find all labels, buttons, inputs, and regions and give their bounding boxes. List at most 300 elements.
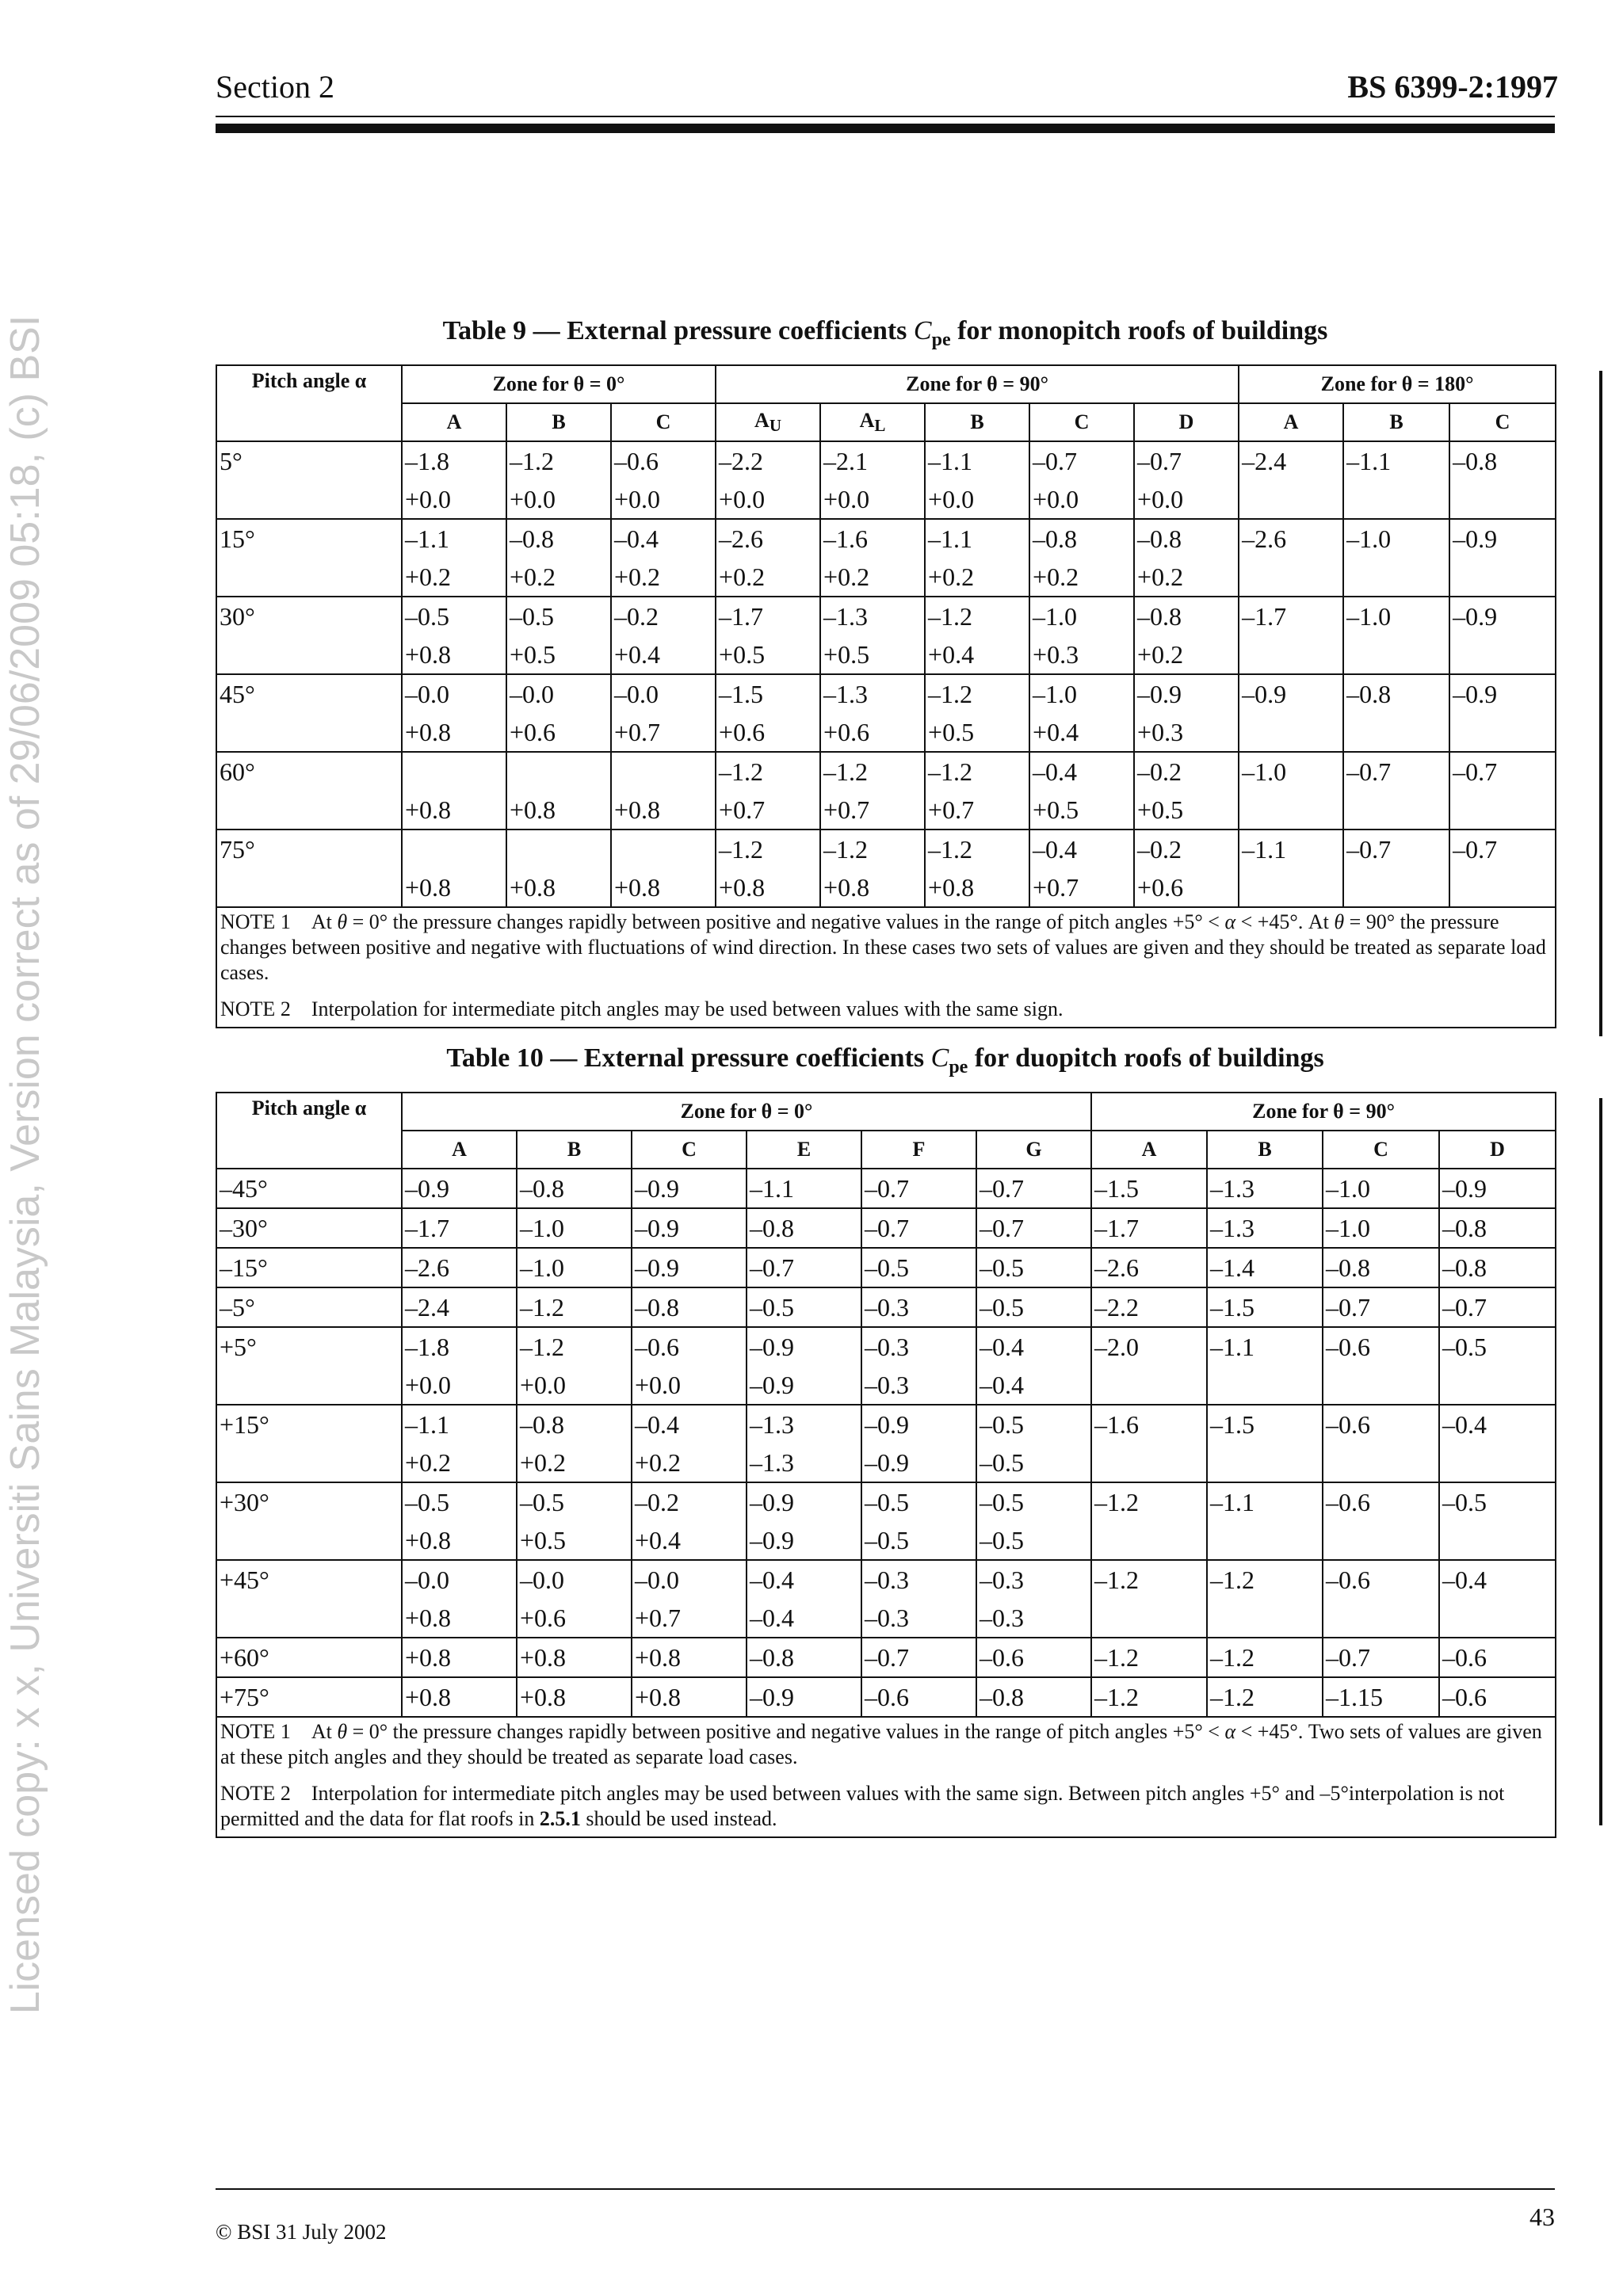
pitch-angle-cell: 45° bbox=[216, 674, 402, 752]
coefficient-cell: –0.5 bbox=[517, 1482, 632, 1521]
coefficient-cell: +0.4 bbox=[925, 635, 1029, 674]
coefficient-cell bbox=[1449, 558, 1556, 597]
pitch-angle-cell: 15° bbox=[216, 519, 402, 597]
coefficient-cell: –1.1 bbox=[1207, 1482, 1323, 1521]
coefficient-cell: +0.7 bbox=[632, 1599, 747, 1638]
coefficient-cell: –0.8 bbox=[747, 1208, 861, 1248]
coefficient-cell: –1.2 bbox=[1207, 1638, 1323, 1677]
coefficient-cell: –0.6 bbox=[1323, 1405, 1439, 1444]
coefficient-cell: –1.8 bbox=[402, 441, 506, 480]
coefficient-cell: –0.7 bbox=[1323, 1287, 1439, 1327]
coefficient-cell: –0.0 bbox=[402, 674, 506, 713]
coefficient-cell: +0.0 bbox=[632, 1366, 747, 1405]
pitch-angle-cell: –15° bbox=[216, 1248, 402, 1287]
table9-zone-header: D bbox=[1134, 403, 1239, 441]
coefficient-cell: –0.9 bbox=[1439, 1169, 1556, 1208]
table9-zone-header-al: AL bbox=[820, 403, 925, 441]
coefficient-cell: –1.3 bbox=[820, 674, 925, 713]
coefficient-cell: +0.8 bbox=[632, 1677, 747, 1717]
coefficient-cell: +0.8 bbox=[517, 1677, 632, 1717]
coefficient-cell bbox=[1323, 1521, 1439, 1560]
coefficient-cell: +0.8 bbox=[611, 868, 716, 907]
coefficient-cell: –2.6 bbox=[402, 1248, 517, 1287]
table-row-second-line bbox=[216, 868, 1556, 907]
coefficient-cell bbox=[1343, 635, 1449, 674]
coefficient-cell: –0.6 bbox=[861, 1677, 976, 1717]
coefficient-cell: –1.2 bbox=[925, 830, 1029, 868]
coefficient-cell: –1.3 bbox=[1207, 1169, 1323, 1208]
coefficient-cell: –1.0 bbox=[1029, 674, 1134, 713]
table-row bbox=[216, 1169, 1556, 1208]
coefficient-cell: +0.6 bbox=[517, 1599, 632, 1638]
coefficient-cell: +0.2 bbox=[517, 1444, 632, 1482]
coefficient-cell: –0.9 bbox=[747, 1482, 861, 1521]
coefficient-cell bbox=[1207, 1444, 1323, 1482]
coefficient-cell: –2.0 bbox=[1091, 1327, 1207, 1366]
coefficient-cell: –0.4 bbox=[632, 1405, 747, 1444]
coefficient-cell: –0.4 bbox=[1439, 1405, 1556, 1444]
coefficient-cell: –1.2 bbox=[1207, 1677, 1323, 1717]
coefficient-cell: +0.0 bbox=[925, 480, 1029, 519]
table10-zone-header: A bbox=[402, 1131, 517, 1169]
coefficient-cell: –1.1 bbox=[1207, 1327, 1323, 1366]
coefficient-cell: –0.7 bbox=[861, 1208, 976, 1248]
coefficient-cell: –1.2 bbox=[925, 597, 1029, 635]
coefficient-cell: –0.8 bbox=[1439, 1208, 1556, 1248]
coefficient-cell: –1.2 bbox=[716, 752, 820, 791]
coefficient-cell: –0.7 bbox=[747, 1248, 861, 1287]
pitch-angle-cell: –30° bbox=[216, 1208, 402, 1248]
coefficient-cell: –0.5 bbox=[402, 1482, 517, 1521]
coefficient-cell: –1.1 bbox=[1239, 830, 1343, 868]
coefficient-cell: –0.6 bbox=[1323, 1327, 1439, 1366]
coefficient-cell: –1.0 bbox=[1343, 519, 1449, 558]
table10-zone-header: D bbox=[1439, 1131, 1556, 1169]
coefficient-cell: +0.0 bbox=[517, 1366, 632, 1405]
coefficient-cell bbox=[1449, 635, 1556, 674]
table10-group-theta90: Zone for θ = 90° bbox=[1091, 1093, 1556, 1131]
table-row-second-line bbox=[216, 558, 1556, 597]
table9-caption-subscript: pe bbox=[931, 329, 951, 350]
pitch-angle-cell: –5° bbox=[216, 1287, 402, 1327]
coefficient-cell bbox=[1239, 791, 1343, 830]
coefficient-cell: –1.5 bbox=[1091, 1169, 1207, 1208]
coefficient-cell: –1.1 bbox=[747, 1169, 861, 1208]
coefficient-cell: –0.3 bbox=[861, 1287, 976, 1327]
table-row bbox=[216, 1208, 1556, 1248]
coefficient-cell: +0.6 bbox=[506, 713, 611, 752]
coefficient-cell: –0.6 bbox=[1323, 1560, 1439, 1599]
coefficient-cell: –1.7 bbox=[716, 597, 820, 635]
coefficient-cell: +0.5 bbox=[820, 635, 925, 674]
table-row bbox=[216, 1248, 1556, 1287]
coefficient-cell: –0.3 bbox=[861, 1560, 976, 1599]
coefficient-cell: –0.3 bbox=[976, 1599, 1091, 1638]
coefficient-cell: +0.2 bbox=[820, 558, 925, 597]
coefficient-cell: –0.6 bbox=[611, 441, 716, 480]
coefficient-cell: –1.0 bbox=[1323, 1208, 1439, 1248]
coefficient-cell: +0.0 bbox=[1134, 480, 1239, 519]
coefficient-cell: –1.2 bbox=[517, 1327, 632, 1366]
coefficient-cell: –0.9 bbox=[747, 1366, 861, 1405]
coefficient-cell: –1.2 bbox=[1207, 1560, 1323, 1599]
coefficient-cell: +0.8 bbox=[517, 1638, 632, 1677]
coefficient-cell: –2.6 bbox=[1239, 519, 1343, 558]
table-row bbox=[216, 597, 1556, 635]
coefficient-cell: –0.4 bbox=[747, 1560, 861, 1599]
coefficient-cell: +0.7 bbox=[716, 791, 820, 830]
table10-zone-header: A bbox=[1091, 1131, 1207, 1169]
coefficient-cell: –1.1 bbox=[402, 1405, 517, 1444]
coefficient-cell bbox=[1343, 791, 1449, 830]
coefficient-cell: –0.8 bbox=[1134, 597, 1239, 635]
coefficient-cell: –1.2 bbox=[820, 830, 925, 868]
coefficient-cell bbox=[1439, 1366, 1556, 1405]
table9-caption-pre: Table 9 — External pressure coefficients bbox=[442, 316, 914, 345]
coefficient-cell: –2.1 bbox=[820, 441, 925, 480]
table10-zone-header: B bbox=[1207, 1131, 1323, 1169]
coefficient-cell: –0.9 bbox=[747, 1521, 861, 1560]
table10-zone-header: G bbox=[976, 1131, 1091, 1169]
coefficient-cell bbox=[611, 830, 716, 868]
coefficient-cell: –0.2 bbox=[1134, 830, 1239, 868]
table-row bbox=[216, 752, 1556, 791]
table-row-second-line bbox=[216, 1521, 1556, 1560]
coefficient-cell bbox=[1343, 868, 1449, 907]
coefficient-cell: –1.0 bbox=[1029, 597, 1134, 635]
coefficient-cell: –1.1 bbox=[925, 519, 1029, 558]
coefficient-cell: +0.2 bbox=[402, 1444, 517, 1482]
coefficient-cell: –1.7 bbox=[1239, 597, 1343, 635]
watermark-strip bbox=[0, 238, 51, 2092]
coefficient-cell bbox=[1449, 713, 1556, 752]
coefficient-cell bbox=[1091, 1599, 1207, 1638]
coefficient-cell: +0.6 bbox=[820, 713, 925, 752]
table9-zone-header: B bbox=[506, 403, 611, 441]
table10-group-theta0: Zone for θ = 0° bbox=[402, 1093, 1091, 1131]
coefficient-cell: –0.4 bbox=[611, 519, 716, 558]
coefficient-cell: –1.1 bbox=[925, 441, 1029, 480]
coefficient-cell: +0.0 bbox=[402, 1366, 517, 1405]
table9-zone-header: A bbox=[1239, 403, 1343, 441]
coefficient-cell: +0.4 bbox=[1029, 713, 1134, 752]
coefficient-cell: +0.8 bbox=[402, 713, 506, 752]
coefficient-cell: +0.8 bbox=[402, 791, 506, 830]
table9-group-theta180: Zone for θ = 180° bbox=[1239, 365, 1556, 403]
coefficient-cell: –0.4 bbox=[1029, 830, 1134, 868]
coefficient-cell bbox=[1207, 1599, 1323, 1638]
coefficient-cell: –1.2 bbox=[506, 441, 611, 480]
coefficient-cell: –0.8 bbox=[1323, 1248, 1439, 1287]
table9-zone-header: B bbox=[925, 403, 1029, 441]
footer-copyright: © BSI 31 July 2002 bbox=[216, 2220, 387, 2244]
table-row bbox=[216, 1327, 1556, 1366]
coefficient-cell: –0.5 bbox=[747, 1287, 861, 1327]
coefficient-cell: –0.5 bbox=[976, 1248, 1091, 1287]
table9-caption-symbol: C bbox=[913, 316, 932, 345]
change-bar-table10 bbox=[1599, 1098, 1602, 1825]
coefficient-cell bbox=[1323, 1444, 1439, 1482]
coefficient-cell: –0.3 bbox=[861, 1327, 976, 1366]
coefficient-cell: +0.5 bbox=[1029, 791, 1134, 830]
coefficient-cell: –0.3 bbox=[861, 1599, 976, 1638]
table9-note1: NOTE 1 At θ = 0° the pressure changes rapidly between positive and negative values in the range of pitch angles +5° < α < +45°. At θ = 90° the pressure changes between positive and negative with fluctuations of wind direction. In these cases two sets of values are given and they should be treated as separate load cases. bbox=[220, 910, 1546, 984]
coefficient-cell bbox=[1091, 1521, 1207, 1560]
table9-zone-header: C bbox=[611, 403, 716, 441]
coefficient-cell: –0.9 bbox=[861, 1405, 976, 1444]
table-row bbox=[216, 1560, 1556, 1599]
coefficient-cell: –0.6 bbox=[1323, 1482, 1439, 1521]
table9-zone-header: C bbox=[1449, 403, 1556, 441]
pitch-angle-cell: +75° bbox=[216, 1677, 402, 1717]
pitch-angle-cell: +60° bbox=[216, 1638, 402, 1677]
coefficient-cell: +0.2 bbox=[1029, 558, 1134, 597]
coefficient-cell: –1.5 bbox=[1207, 1287, 1323, 1327]
coefficient-cell: –0.2 bbox=[611, 597, 716, 635]
coefficient-cell: –0.5 bbox=[976, 1482, 1091, 1521]
coefficient-cell: –0.7 bbox=[1029, 441, 1134, 480]
coefficient-cell: –1.2 bbox=[1091, 1560, 1207, 1599]
coefficient-cell: +0.8 bbox=[402, 1638, 517, 1677]
coefficient-cell: –0.7 bbox=[1449, 752, 1556, 791]
coefficient-cell: –0.5 bbox=[1439, 1327, 1556, 1366]
table9-caption bbox=[216, 314, 1555, 357]
table-row bbox=[216, 519, 1556, 558]
coefficient-cell: –2.2 bbox=[1091, 1287, 1207, 1327]
table-row-second-line bbox=[216, 1599, 1556, 1638]
coefficient-cell: –1.2 bbox=[517, 1287, 632, 1327]
coefficient-cell bbox=[1239, 558, 1343, 597]
coefficient-cell: –0.4 bbox=[976, 1327, 1091, 1366]
coefficient-cell: +0.4 bbox=[632, 1521, 747, 1560]
table10-duopitch bbox=[216, 1092, 1556, 1838]
pitch-angle-cell: 75° bbox=[216, 830, 402, 907]
coefficient-cell: +0.0 bbox=[1029, 480, 1134, 519]
coefficient-cell: +0.2 bbox=[925, 558, 1029, 597]
table9-caption-post: for monopitch roofs of buildings bbox=[950, 316, 1328, 345]
coefficient-cell: +0.7 bbox=[611, 713, 716, 752]
table10-caption bbox=[216, 1041, 1555, 1085]
coefficient-cell: +0.5 bbox=[925, 713, 1029, 752]
coefficient-cell: –1.3 bbox=[1207, 1208, 1323, 1248]
coefficient-cell: –0.7 bbox=[861, 1169, 976, 1208]
table9-zone-header: B bbox=[1343, 403, 1449, 441]
coefficient-cell bbox=[1439, 1521, 1556, 1560]
coefficient-cell bbox=[1439, 1599, 1556, 1638]
coefficient-cell: +0.5 bbox=[716, 635, 820, 674]
coefficient-cell: –0.4 bbox=[747, 1599, 861, 1638]
coefficient-cell: –1.2 bbox=[820, 752, 925, 791]
coefficient-cell: +0.6 bbox=[1134, 868, 1239, 907]
coefficient-cell bbox=[611, 752, 716, 791]
coefficient-cell: –0.9 bbox=[1239, 674, 1343, 713]
coefficient-cell: –0.5 bbox=[976, 1287, 1091, 1327]
table10-note2: NOTE 2 Interpolation for intermediate pitch angles may be used between values with the same sign. Between pitch angles +5° and –5°interpolation is not permitted and the data for flat roofs in 2.5.1 should be used instead. bbox=[220, 1782, 1505, 1830]
page-number: 43 bbox=[1529, 2203, 1555, 2231]
table-row-second-line bbox=[216, 1444, 1556, 1482]
coefficient-cell bbox=[1449, 868, 1556, 907]
coefficient-cell: +0.5 bbox=[517, 1521, 632, 1560]
coefficient-cell: –0.5 bbox=[861, 1521, 976, 1560]
coefficient-cell: +0.2 bbox=[632, 1444, 747, 1482]
table9-group-theta0: Zone for θ = 0° bbox=[402, 365, 716, 403]
coefficient-cell: –1.6 bbox=[820, 519, 925, 558]
coefficient-cell: –0.0 bbox=[402, 1560, 517, 1599]
coefficient-cell: –1.2 bbox=[1091, 1638, 1207, 1677]
coefficient-cell: –0.7 bbox=[1439, 1287, 1556, 1327]
coefficient-cell bbox=[1449, 791, 1556, 830]
coefficient-cell: –0.5 bbox=[976, 1405, 1091, 1444]
coefficient-cell: –1.8 bbox=[402, 1327, 517, 1366]
coefficient-cell: –1.7 bbox=[1091, 1208, 1207, 1248]
coefficient-cell: +0.0 bbox=[402, 480, 506, 519]
coefficient-cell: +0.7 bbox=[820, 791, 925, 830]
coefficient-cell: +0.6 bbox=[716, 713, 820, 752]
coefficient-cell: –1.1 bbox=[402, 519, 506, 558]
table10-zone-header: F bbox=[861, 1131, 976, 1169]
coefficient-cell: –0.5 bbox=[861, 1482, 976, 1521]
coefficient-cell: –0.9 bbox=[1449, 674, 1556, 713]
coefficient-cell: +0.8 bbox=[402, 868, 506, 907]
coefficient-cell: +0.8 bbox=[402, 1521, 517, 1560]
coefficient-cell: +0.7 bbox=[925, 791, 1029, 830]
table10-caption-pre: Table 10 — External pressure coefficients bbox=[446, 1043, 931, 1073]
coefficient-cell: –0.7 bbox=[1134, 441, 1239, 480]
coefficient-cell: –0.4 bbox=[1029, 752, 1134, 791]
coefficient-cell: –2.4 bbox=[1239, 441, 1343, 480]
table-row bbox=[216, 1287, 1556, 1327]
table10-notes bbox=[216, 1717, 1556, 1837]
coefficient-cell: –0.5 bbox=[506, 597, 611, 635]
coefficient-cell: –2.4 bbox=[402, 1287, 517, 1327]
coefficient-cell: –0.7 bbox=[1343, 752, 1449, 791]
table10-pitch-header: Pitch angle α bbox=[216, 1093, 402, 1169]
coefficient-cell: –0.9 bbox=[747, 1327, 861, 1366]
pitch-angle-cell: 30° bbox=[216, 597, 402, 674]
pitch-angle-cell: +30° bbox=[216, 1482, 402, 1560]
coefficient-cell: –0.8 bbox=[747, 1638, 861, 1677]
coefficient-cell: –0.5 bbox=[976, 1444, 1091, 1482]
table9-zone-header: C bbox=[1029, 403, 1134, 441]
coefficient-cell: –1.2 bbox=[925, 752, 1029, 791]
coefficient-cell: –1.3 bbox=[747, 1405, 861, 1444]
coefficient-cell: –0.7 bbox=[976, 1208, 1091, 1248]
coefficient-cell: –0.2 bbox=[632, 1482, 747, 1521]
coefficient-cell: +0.2 bbox=[1134, 558, 1239, 597]
coefficient-cell: –0.2 bbox=[1134, 752, 1239, 791]
coefficient-cell: +0.3 bbox=[1134, 713, 1239, 752]
coefficient-cell: +0.7 bbox=[1029, 868, 1134, 907]
table10-zone-header: C bbox=[632, 1131, 747, 1169]
running-header-standard: BS 6399-2:1997 bbox=[1347, 69, 1558, 105]
coefficient-cell: –0.5 bbox=[976, 1521, 1091, 1560]
table9-monopitch bbox=[216, 364, 1556, 1028]
coefficient-cell: –0.9 bbox=[1449, 597, 1556, 635]
pitch-angle-cell: +5° bbox=[216, 1327, 402, 1405]
table-row bbox=[216, 1677, 1556, 1717]
table-row-second-line bbox=[216, 713, 1556, 752]
coefficient-cell: +0.2 bbox=[611, 558, 716, 597]
coefficient-cell: –0.7 bbox=[1323, 1638, 1439, 1677]
coefficient-cell: –0.8 bbox=[517, 1169, 632, 1208]
coefficient-cell: –0.8 bbox=[506, 519, 611, 558]
coefficient-cell bbox=[1343, 480, 1449, 519]
coefficient-cell bbox=[1343, 558, 1449, 597]
table10-note1: NOTE 1 At θ = 0° the pressure changes rapidly between positive and negative values in the range of pitch angles +5° < α < +45°. Two sets of values are given at these pitch angles and they should be treated as separate load cases. bbox=[220, 1720, 1542, 1768]
coefficient-cell: –2.6 bbox=[1091, 1248, 1207, 1287]
coefficient-cell: +0.0 bbox=[611, 480, 716, 519]
table-row bbox=[216, 830, 1556, 868]
coefficient-cell: +0.8 bbox=[402, 1677, 517, 1717]
coefficient-cell: +0.8 bbox=[402, 635, 506, 674]
coefficient-cell bbox=[1239, 480, 1343, 519]
coefficient-cell: –1.1 bbox=[1343, 441, 1449, 480]
table10-zone-header: E bbox=[747, 1131, 861, 1169]
header-thin-rule bbox=[216, 116, 1555, 117]
coefficient-cell: +0.8 bbox=[820, 868, 925, 907]
coefficient-cell: –0.5 bbox=[861, 1248, 976, 1287]
coefficient-cell: –0.9 bbox=[861, 1444, 976, 1482]
coefficient-cell: –1.2 bbox=[716, 830, 820, 868]
coefficient-cell: –1.15 bbox=[1323, 1677, 1439, 1717]
coefficient-cell: –1.0 bbox=[1323, 1169, 1439, 1208]
coefficient-cell: –0.8 bbox=[1439, 1248, 1556, 1287]
pitch-angle-cell: 60° bbox=[216, 752, 402, 830]
coefficient-cell: –1.0 bbox=[1343, 597, 1449, 635]
coefficient-cell: +0.0 bbox=[506, 480, 611, 519]
table10-zone-header: B bbox=[517, 1131, 632, 1169]
table9-notes bbox=[216, 907, 1556, 1028]
coefficient-cell: –1.3 bbox=[820, 597, 925, 635]
coefficient-cell bbox=[1207, 1366, 1323, 1405]
coefficient-cell: –1.0 bbox=[517, 1208, 632, 1248]
coefficient-cell: –0.4 bbox=[976, 1366, 1091, 1405]
table-row-second-line bbox=[216, 791, 1556, 830]
coefficient-cell bbox=[1239, 713, 1343, 752]
pitch-angle-cell: +45° bbox=[216, 1560, 402, 1638]
coefficient-cell bbox=[506, 830, 611, 868]
pitch-angle-cell: 5° bbox=[216, 441, 402, 519]
coefficient-cell: –1.0 bbox=[517, 1248, 632, 1287]
coefficient-cell: +0.5 bbox=[506, 635, 611, 674]
change-bar-table9 bbox=[1599, 371, 1602, 1036]
coefficient-cell: +0.8 bbox=[402, 1599, 517, 1638]
coefficient-cell bbox=[1091, 1366, 1207, 1405]
table10-caption-symbol: C bbox=[930, 1043, 949, 1073]
table9-zone-header-au: AU bbox=[716, 403, 820, 441]
coefficient-cell: –1.6 bbox=[1091, 1405, 1207, 1444]
table-row bbox=[216, 1482, 1556, 1521]
coefficient-cell: –0.3 bbox=[976, 1560, 1091, 1599]
coefficient-cell: –1.3 bbox=[747, 1444, 861, 1482]
coefficient-cell: +0.4 bbox=[611, 635, 716, 674]
coefficient-cell: +0.8 bbox=[925, 868, 1029, 907]
coefficient-cell bbox=[1207, 1521, 1323, 1560]
coefficient-cell bbox=[1323, 1366, 1439, 1405]
coefficient-cell: –0.8 bbox=[1029, 519, 1134, 558]
coefficient-cell: –0.9 bbox=[1449, 519, 1556, 558]
coefficient-cell: –2.2 bbox=[716, 441, 820, 480]
coefficient-cell bbox=[402, 752, 506, 791]
coefficient-cell: +0.8 bbox=[506, 791, 611, 830]
pitch-angle-cell: –45° bbox=[216, 1169, 402, 1208]
coefficient-cell: +0.2 bbox=[1134, 635, 1239, 674]
coefficient-cell bbox=[1091, 1444, 1207, 1482]
coefficient-cell: +0.8 bbox=[611, 791, 716, 830]
coefficient-cell: –2.6 bbox=[716, 519, 820, 558]
coefficient-cell: –0.9 bbox=[632, 1208, 747, 1248]
table-row bbox=[216, 441, 1556, 480]
